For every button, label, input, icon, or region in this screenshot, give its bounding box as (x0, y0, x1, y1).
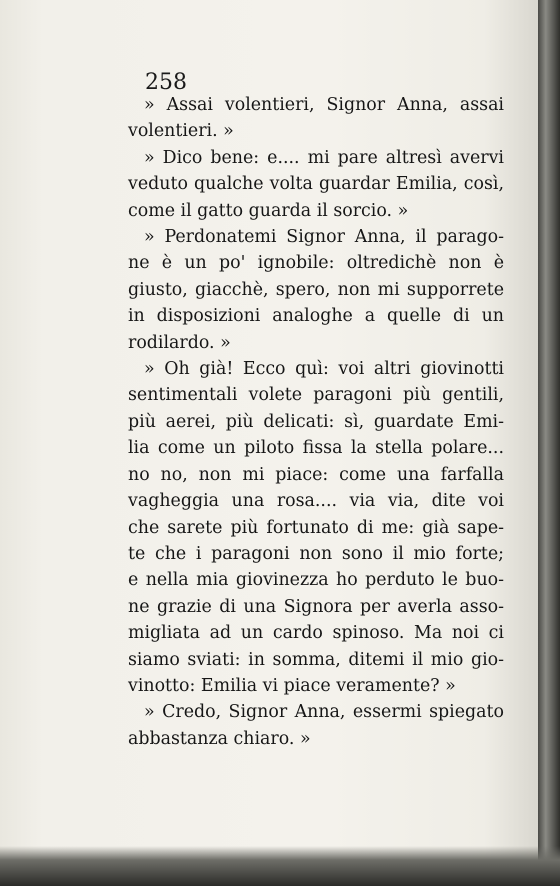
text-line: » Assai volentieri, Signor Anna, assai (144, 95, 504, 115)
page-bottom-shadow (0, 846, 560, 886)
text-line: » Perdonatemi Signor Anna, il parago- (144, 227, 504, 248)
text-line: come il gatto guarda il sorcio. » (128, 200, 409, 221)
text-line: rodilardo. » (128, 332, 231, 353)
text-line: te che i paragoni non sono il mio forte; (128, 543, 504, 564)
text-line: e nella mia giovinezza ho perduto le buo- (128, 570, 504, 591)
text-line: no no, non mi piace: come una farfalla (128, 464, 504, 485)
text-line: giusto, giacchè, spero, non mi supporrete (128, 279, 504, 300)
text-line: ne grazie di una Signora per averla asso- (128, 596, 504, 617)
text-line: vinotto: Emilia vi piace veramente? » (128, 675, 456, 696)
page-edge-shadow (538, 0, 560, 886)
paragraph (128, 699, 504, 752)
text-line: veduto qualche volta guardar Emilia, così, (128, 174, 504, 195)
text-line: sentimentali volete paragoni più gentili, (128, 385, 504, 406)
text-line: lia come un piloto fissa la stella polare... (128, 438, 504, 459)
text-line: » Dico bene: e.... mi pare altresì avervi (144, 147, 504, 168)
text-line: che sarete più fortunato di me: già sape- (128, 517, 504, 538)
text-line: » Credo, Signor Anna, essermi spiegato (144, 702, 504, 723)
text-line: in disposizioni analoghe a quelle di un (128, 306, 504, 327)
paragraph (128, 145, 504, 224)
paragraph (128, 356, 504, 699)
text-line: » Oh già! Ecco quì: voi altri giovinotti (144, 359, 504, 380)
text-line: ne è un po' ignobile: oltredichè non è (128, 253, 504, 274)
text-line: volentieri. » (128, 121, 234, 142)
paragraph (128, 224, 504, 356)
page-number: 258 (145, 70, 187, 95)
body-text (128, 92, 504, 752)
text-line: migliata ad un cardo spinoso. Ma noi ci (128, 623, 504, 644)
text-line: più aerei, più delicati: sì, guardate Emi- (128, 411, 504, 432)
text-line: siamo sviati: in somma, ditemi il mio gio- (128, 649, 504, 670)
text-line: abbastanza chiaro. » (128, 728, 311, 749)
paragraph (128, 92, 504, 145)
text-line: vagheggia una rosa.... via via, dite voi (128, 491, 504, 512)
